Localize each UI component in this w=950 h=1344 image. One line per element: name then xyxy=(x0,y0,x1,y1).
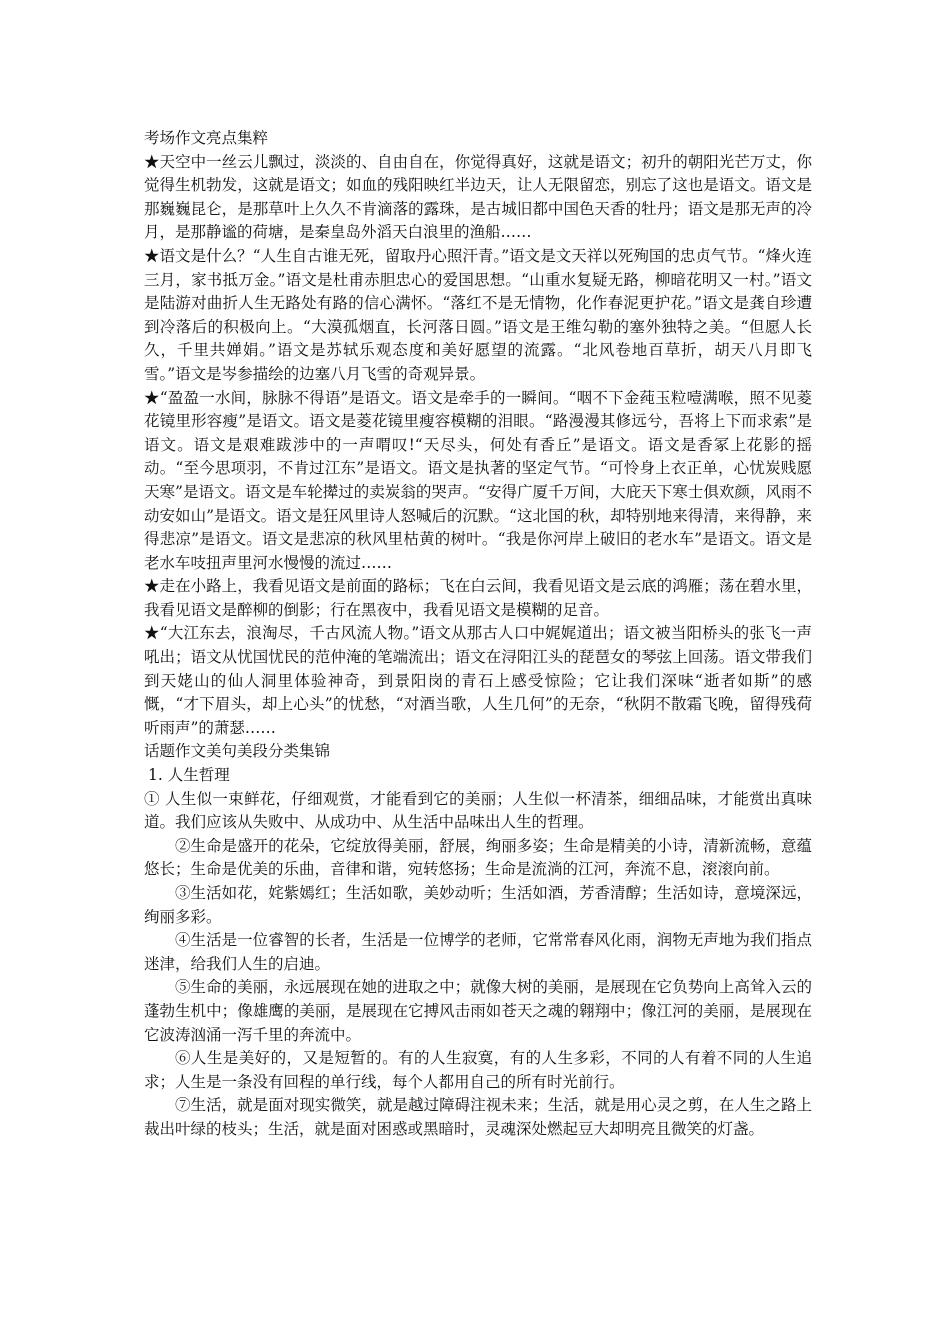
document-page xyxy=(144,127,812,1142)
section-title-topic-essays: 话题作文美句美段分类集锦 xyxy=(144,742,331,761)
paragraph-yuwen-river: ★“大江东去，浪淘尽，千古风流人物。”语文从那古人口中娓娓道出；语文被当阳桥头的张飞一声吼出；语文从忧国忧民的范仲淹的笔端流出；语文在浔阳江头的琵琶女的琴弦上回荡。语文带我们到天姥山的仙人洞里体验神奇，到景阳岗的青石上感受惊险；它让我们深味“逝者如斯”的感慨，“才下眉头，却上心头”的忧愁，“对酒当歌，人生几何”的无奈，“秋阴不散霜飞晚，留得残荷听雨声”的萧瑟…… xyxy=(144,624,812,737)
paragraph-yuwen-path: ★走在小路上，我看见语文是前面的路标；飞在白云间，我看见语文是云底的鸿雁；荡在碧水里，我看见语文是醉柳的倒影；行在黑夜中，我看见语文是模糊的足音。 xyxy=(144,577,812,619)
paragraph-life-3: ③生活如花，姹紫嫣红；生活如歌，美妙动听；生活如酒，芳香清醇；生活如诗，意境深远，绚丽多彩。 xyxy=(144,884,812,926)
paragraph-life-6: ⑥人生是美好的，又是短暂的。有的人生寂寞，有的人生多彩，不同的人有着不同的人生追求；人生是一条没有回程的单行线，每个人都用自己的所有时光前行。 xyxy=(144,1049,812,1091)
paragraph-life-1: ① 人生似一束鲜花，仔细观赏，才能看到它的美丽；人生似一杯清茶，细细品味，才能赏出真味道。我们应该从失败中、从成功中、从生活中品味出人生的哲理。 xyxy=(144,789,812,832)
paragraph-yuwen-what: ★语文是什么？“人生自古谁无死，留取丹心照汗青。”语文是文天祥以死殉国的忠贞气节。“烽火连三月，家书抵万金。”语文是杜甫赤胆忠心的爱国思想。“山重水复疑无路，柳暗花明又一村。”语文是陆游对曲折人生无路处有路的信心满怀。“落红不是无情物，化作春泥更护花。”语文是龚自珍遭到冷落后的积极向上。“大漠孤烟直，长河落日圆。”语文是王维勾勒的塞外独特之美。“但愿人长久，千里共婵娟。”语文是苏轼乐观态度和美好愿望的流露。“北风卷地百草折，胡天八月即飞雪。”语文是岑参描绘的边塞八月飞雪的奇观异景。 xyxy=(144,246,812,383)
paragraph-yuwen-sky: ★天空中一丝云儿飘过，淡淡的、自由自在，你觉得真好，这就是语文；初升的朝阳光芒万丈，你觉得生机勃发，这就是语文；如血的残阳映红半边天，让人无限留恋，别忘了这也是语文。语文是那巍巍昆仑，是那草叶上久久不肯滴落的露珠，是古城旧都中国色天香的牡丹；语文是那无声的冷月，是那静谧的荷塘，是秦皇岛外滔天白浪里的渔船…… xyxy=(144,152,812,242)
paragraph-life-7: ⑦生活，就是面对现实微笑，就是越过障碍注视未来；生活，就是用心灵之剪，在人生之路上裁出叶绿的枝头；生活，就是面对困惑或黑暗时，灵魂深处燃起豆大却明亮且微笑的灯盏。 xyxy=(144,1096,812,1138)
section-title-exam-highlights: 考场作文亮点集粹 xyxy=(144,129,269,147)
paragraph-yuwen-quotes: ★“盈盈一水间，脉脉不得语”是语文。语文是牵手的一瞬间。“咽不下金莼玉粒噎满喉，照不见菱花镜里形容瘦”是语文。语文是菱花镜里瘦容模糊的泪眼。“路漫漫其修远兮，吾将上下而求索”是语文。语文是艰难跋涉中的一声喟叹!“天尽头，何处有香丘”是语文。语文是香冢上花影的摇动。“至今思项羽，不肯过江东”是语文。语文是执著的坚定气节。“可怜身上衣正单，心忧炭贱愿天寒”是语文。语文是车轮撵过的卖炭翁的哭声。“安得广厦千万间，大庇天下寒士俱欢颜，风雨不动安如山”是语文。语文是狂风里诗人怒喊后的沉默。“这北国的秋，却特别地来得清，来得静，来得悲凉”是语文。语文是悲凉的秋风里枯黄的树叶。“我是你河岸上破旧的老水车”是语文。语文是老水车吱扭声里河水慢慢的流过…… xyxy=(144,388,812,572)
subsection-title-life-philosophy: 1. 人生哲理 xyxy=(148,766,230,785)
paragraph-life-2: ②生命是盛开的花朵，它绽放得美丽，舒展，绚丽多姿；生命是精美的小诗，清新流畅，意蕴悠长；生命是优美的乐曲，音律和谐，宛转悠扬；生命是流淌的江河，奔流不息，滚滚向前。 xyxy=(144,836,812,879)
paragraph-life-4: ④生活是一位睿智的长者，生活是一位博学的老师，它常常春风化雨，润物无声地为我们指点迷津，给我们人生的启迪。 xyxy=(144,931,812,973)
paragraph-life-5: ⑤生命的美丽，永远展现在她的进取之中；就像大树的美丽，是展现在它负势向上高耸入云的蓬勃生机中；像雄鹰的美丽，是展现在它搏风击雨如苍天之魂的翱翔中；像江河的美丽，是展现在它波涛汹涌一泻千里的奔流中。 xyxy=(144,978,812,1044)
